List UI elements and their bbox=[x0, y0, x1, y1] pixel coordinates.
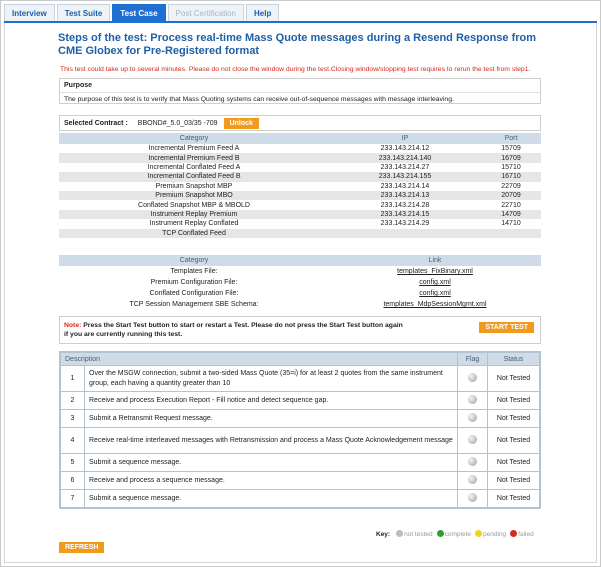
step-flag bbox=[458, 490, 488, 508]
status-dot-icon bbox=[468, 475, 477, 484]
contract-label: Selected Contract : bbox=[64, 119, 128, 127]
feed-category-cell: Instrument Replay Conflated bbox=[149, 220, 239, 228]
step-row bbox=[61, 366, 540, 392]
link-header-category: Category bbox=[59, 255, 329, 266]
step-description: Receive and process Execution Report - Fill notice and detect sequence gap. bbox=[85, 392, 458, 410]
status-dot-icon bbox=[468, 395, 477, 404]
contract-bar bbox=[59, 115, 541, 131]
step-description: Over the MSGW connection, submit a two-sided Mass Quote (35=i) for at least 2 quotes from the same instrument group, each having a quantity greater than 10 bbox=[85, 366, 458, 392]
link-cell bbox=[329, 266, 541, 277]
step-flag bbox=[458, 454, 488, 472]
feed-port-cell: 15710 bbox=[501, 163, 521, 171]
contract-value: BBOND#_5.0_03/35 -709 bbox=[137, 119, 218, 127]
link-category-cell: TCP Session Management SBE Schema: bbox=[129, 301, 259, 308]
step-status: Not Tested bbox=[488, 454, 540, 472]
link-cell bbox=[329, 277, 541, 288]
step-number: 4 bbox=[61, 428, 85, 454]
feed-category-cell: Incremental Premium Feed B bbox=[59, 153, 329, 162]
link-category-cell: Premium Configuration File: bbox=[150, 279, 238, 286]
note-text bbox=[64, 321, 404, 339]
red-dot-icon bbox=[510, 530, 517, 537]
step-flag bbox=[458, 428, 488, 454]
status-dot-icon bbox=[468, 457, 477, 466]
feed-ip-cell bbox=[329, 229, 481, 238]
step-row bbox=[61, 472, 540, 490]
feed-port-cell: 14710 bbox=[501, 220, 521, 228]
feed-category-cell: Premium Snapshot MBP bbox=[155, 182, 233, 190]
tab-test-case[interactable]: Test Case bbox=[112, 4, 165, 21]
key-item-complete: complete bbox=[437, 530, 471, 538]
status-dot-icon bbox=[468, 435, 477, 444]
feed-ip-cell: 233.143.214.15 bbox=[329, 210, 481, 219]
tab-help[interactable]: Help bbox=[246, 4, 279, 21]
link-table bbox=[59, 255, 541, 310]
feed-port-cell bbox=[481, 229, 541, 238]
note-body: Press the Start Test button to start or restart a Test. Please do not press the Start Test button again if you are currently running this test. bbox=[64, 322, 403, 338]
feed-ip-cell: 233.143.214.28 bbox=[380, 201, 430, 209]
feed-row bbox=[59, 229, 541, 238]
tab-post-certification: Post Certification bbox=[168, 4, 244, 21]
start-test-button[interactable]: START TEST bbox=[479, 322, 534, 333]
feed-table bbox=[59, 133, 541, 238]
step-row bbox=[61, 410, 540, 428]
step-number: 5 bbox=[61, 454, 85, 472]
feed-header-ip: IP bbox=[329, 133, 481, 144]
feed-row bbox=[59, 182, 541, 191]
status-dot-icon bbox=[468, 493, 477, 502]
status-dot-icon bbox=[468, 373, 477, 382]
feed-category-cell: Instrument Replay Premium bbox=[59, 210, 329, 219]
steps-table bbox=[59, 351, 541, 509]
step-row bbox=[61, 392, 540, 410]
step-flag bbox=[458, 410, 488, 428]
feed-port-cell: 15709 bbox=[501, 145, 521, 153]
key-label: Key: bbox=[376, 530, 391, 538]
feed-port-cell: 16710 bbox=[481, 172, 541, 181]
step-description: Submit a Retransmit Request message. bbox=[85, 410, 458, 428]
step-flag bbox=[458, 392, 488, 410]
note-box bbox=[59, 316, 541, 344]
refresh-button[interactable]: REFRESH bbox=[59, 542, 104, 553]
feed-port-cell: 22710 bbox=[501, 201, 521, 209]
feed-row bbox=[59, 210, 541, 219]
green-dot-icon bbox=[437, 530, 444, 537]
feed-header-category: Category bbox=[59, 133, 329, 144]
step-row bbox=[61, 454, 540, 472]
steps-header-status: Status bbox=[488, 353, 540, 366]
step-status: Not Tested bbox=[488, 472, 540, 490]
feed-row bbox=[59, 144, 541, 153]
link-category-cell: Conflated Configuration File: bbox=[149, 290, 239, 297]
unlock-button[interactable]: Unlock bbox=[224, 118, 259, 129]
tab-bar bbox=[4, 4, 279, 21]
step-row bbox=[61, 428, 540, 454]
tab-interview[interactable]: Interview bbox=[4, 4, 55, 21]
yellow-dot-icon bbox=[475, 530, 482, 537]
feed-category-cell: Incremental Premium Feed A bbox=[148, 145, 240, 153]
step-status: Not Tested bbox=[488, 490, 540, 508]
grey-dot-icon bbox=[396, 530, 403, 537]
feed-port-cell: 14709 bbox=[481, 210, 541, 219]
steps-header-description: Description bbox=[61, 353, 458, 366]
step-status: Not Tested bbox=[488, 410, 540, 428]
link-header-link: Link bbox=[329, 255, 541, 266]
key-item-failed: failed bbox=[510, 530, 534, 538]
step-number: 3 bbox=[61, 410, 85, 428]
feed-ip-cell: 233.143.214.29 bbox=[380, 220, 430, 228]
feed-row bbox=[59, 153, 541, 162]
warning-text: This test could take up to several minutes. Please do not close the window during the test.Closing window/stopping test requires to rerun the test from step1. bbox=[60, 66, 531, 73]
feed-ip-cell: 233.143.214.14 bbox=[380, 182, 430, 190]
link-cell bbox=[329, 299, 541, 310]
file-link[interactable]: config.xml bbox=[419, 290, 451, 297]
feed-header-port: Port bbox=[481, 133, 541, 144]
feed-port-cell: 20709 bbox=[481, 191, 541, 200]
link-cell bbox=[329, 288, 541, 299]
note-label: Note: bbox=[64, 322, 82, 329]
step-description: Submit a sequence message. bbox=[85, 454, 458, 472]
feed-ip-cell: 233.143.214.27 bbox=[380, 163, 430, 171]
step-row bbox=[61, 490, 540, 508]
page-title: Steps of the test: Process real-time Mass Quote messages during a Resend Response from CME Globex for Pre-Registered format bbox=[58, 32, 537, 57]
step-number: 7 bbox=[61, 490, 85, 508]
link-row bbox=[59, 266, 541, 277]
step-status: Not Tested bbox=[488, 428, 540, 454]
step-number: 1 bbox=[61, 366, 85, 392]
feed-ip-cell: 233.143.214.12 bbox=[380, 145, 430, 153]
status-dot-icon bbox=[468, 413, 477, 422]
status-key bbox=[376, 530, 534, 538]
step-flag bbox=[458, 366, 488, 392]
file-link[interactable]: config.xml bbox=[419, 279, 451, 286]
feed-category-cell: Incremental Conflated Feed A bbox=[147, 163, 241, 171]
feed-category-cell: Conflated Snapshot MBP & MBOLD bbox=[138, 201, 250, 209]
link-row bbox=[59, 288, 541, 299]
feed-row bbox=[59, 200, 541, 209]
feed-port-cell: 22709 bbox=[501, 182, 521, 190]
feed-port-cell: 16709 bbox=[481, 153, 541, 162]
feed-row bbox=[59, 172, 541, 181]
feed-ip-cell: 233.143.214.155 bbox=[329, 172, 481, 181]
tab-test-suite[interactable]: Test Suite bbox=[57, 4, 111, 21]
feed-ip-cell: 233.143.214.13 bbox=[329, 191, 481, 200]
link-row bbox=[59, 277, 541, 288]
steps-header-flag: Flag bbox=[458, 353, 488, 366]
key-item-not-tested: not tested bbox=[396, 530, 433, 538]
key-item-pending: pending bbox=[475, 530, 506, 538]
link-category-cell: Templates File: bbox=[170, 268, 218, 275]
step-number: 6 bbox=[61, 472, 85, 490]
step-description: Receive and process a sequence message. bbox=[85, 472, 458, 490]
step-description: Submit a sequence message. bbox=[85, 490, 458, 508]
feed-row bbox=[59, 219, 541, 228]
feed-ip-cell: 233.143.214.140 bbox=[329, 153, 481, 162]
step-flag bbox=[458, 472, 488, 490]
purpose-text: The purpose of this test is to verify that Mass Quoting systems can receive out-of-sequence messages with message interleaving. bbox=[64, 96, 454, 103]
feed-category-cell: Incremental Conflated Feed B bbox=[59, 172, 329, 181]
step-status: Not Tested bbox=[488, 392, 540, 410]
step-number: 2 bbox=[61, 392, 85, 410]
feed-category-cell: TCP Conflated Feed bbox=[59, 229, 329, 238]
link-row bbox=[59, 299, 541, 310]
feed-category-cell: Premium Snapshot MBO bbox=[59, 191, 329, 200]
purpose-heading: Purpose bbox=[60, 79, 540, 93]
purpose-box bbox=[59, 78, 541, 104]
feed-row bbox=[59, 163, 541, 172]
feed-row bbox=[59, 191, 541, 200]
step-description: Receive real-time interleaved messages with Retransmission and process a Mass Quote Acknowledgement message bbox=[85, 428, 458, 454]
step-status: Not Tested bbox=[488, 366, 540, 392]
file-link[interactable]: templates_FixBinary.xml bbox=[397, 268, 473, 275]
file-link[interactable]: templates_MdpSessionMgmt.xml bbox=[383, 301, 487, 308]
